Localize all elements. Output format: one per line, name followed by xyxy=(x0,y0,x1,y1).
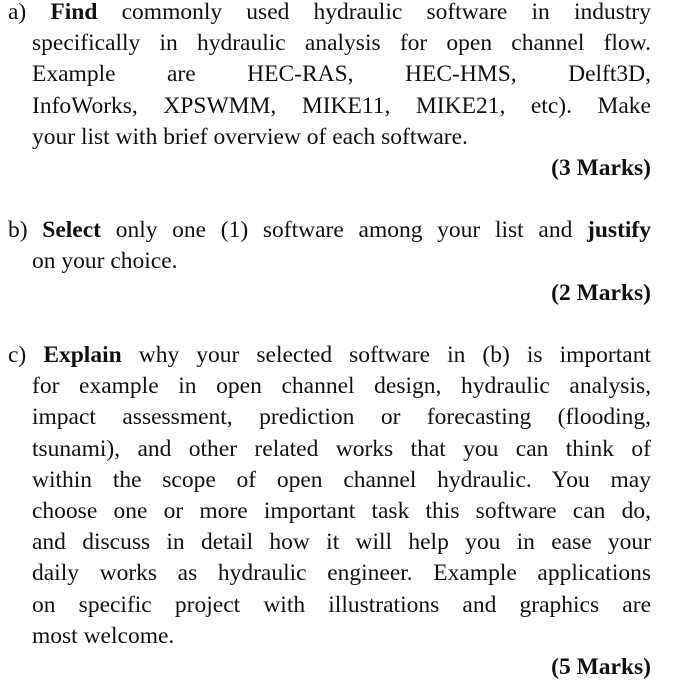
question-b xyxy=(8,215,651,277)
question-c-line-7: and discuss in detail how it will help you in ease your xyxy=(32,529,651,556)
question-b-keyword-2: justify xyxy=(587,217,652,243)
question-c-text-1: why your selected software in (b) is important xyxy=(121,342,651,368)
question-c-prefix: c) xyxy=(8,342,44,368)
question-b-prefix: b) xyxy=(8,217,43,243)
question-c-line-4: tsunami), and other related works that you can think of xyxy=(32,435,651,462)
question-c-line-8: daily works as hydraulic engineer. Example applications xyxy=(32,560,651,587)
question-c-line-2: for example in open channel design, hydraulic analysis, xyxy=(32,373,651,400)
question-c-keyword: Explain xyxy=(43,342,122,368)
question-b-marks: (2 Marks) xyxy=(551,280,651,306)
question-c-line-6: choose one or more important task this software can do, xyxy=(32,498,651,525)
question-a-marks: (3 Marks) xyxy=(551,155,651,181)
question-b-text-1: only one (1) software among your list and xyxy=(101,217,588,243)
question-a-prefix: a) xyxy=(8,0,51,25)
question-a xyxy=(8,0,651,153)
question-a-line-4: InfoWorks, XPSWMM, MIKE11, MIKE21, etc). Make xyxy=(32,92,651,119)
question-b-line-1 xyxy=(8,215,651,246)
question-a-keyword: Find xyxy=(50,0,98,25)
question-c-line-1 xyxy=(8,340,651,371)
question-b-line-2: on your choice. xyxy=(32,248,178,275)
question-a-line-3: Example are HEC-RAS, HEC-HMS, Delft3D, xyxy=(32,61,651,88)
question-c-line-10: most welcome. xyxy=(32,622,175,649)
question-a-line-2: specifically in hydraulic analysis for open channel flow. xyxy=(32,30,651,57)
question-c-line-5: within the scope of open channel hydraulic. You may xyxy=(32,466,651,493)
question-c-line-3: impact assessment, prediction or forecasting (flooding, xyxy=(32,404,651,431)
question-a-line-5: your list with brief overview of each software. xyxy=(32,123,468,150)
question-c-marks: (5 Marks) xyxy=(551,654,651,680)
question-b-keyword: Select xyxy=(42,217,101,243)
question-c-line-9: on specific project with illustrations and graphics are xyxy=(32,591,651,618)
question-a-line-1 xyxy=(8,0,651,28)
question-a-text-1: commonly used hydraulic software in industry xyxy=(97,0,651,25)
question-c xyxy=(8,340,651,652)
